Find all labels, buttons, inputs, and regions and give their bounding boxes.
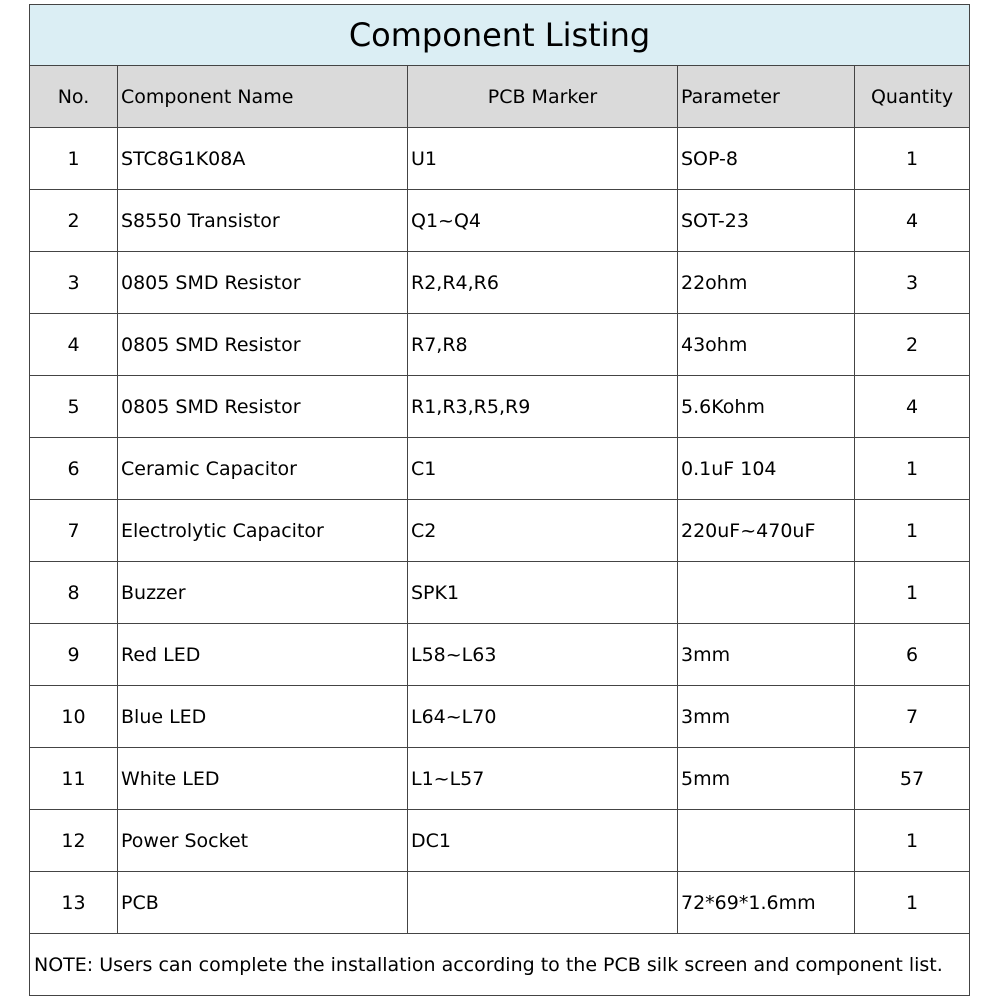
cell-parameter: SOT-23 bbox=[678, 190, 855, 252]
cell-component-name: Ceramic Capacitor bbox=[118, 438, 408, 500]
cell-parameter: 0.1uF 104 bbox=[678, 438, 855, 500]
component-listing-table bbox=[29, 4, 970, 996]
cell-component-name: STC8G1K08A bbox=[118, 128, 408, 190]
header-quantity: Quantity bbox=[855, 66, 970, 128]
cell-component-name: Power Socket bbox=[118, 810, 408, 872]
cell-pcb-marker: SPK1 bbox=[408, 562, 678, 624]
table-body bbox=[30, 128, 970, 996]
header-row bbox=[30, 66, 970, 128]
cell-no: 1 bbox=[30, 128, 118, 190]
cell-pcb-marker: U1 bbox=[408, 128, 678, 190]
table-row bbox=[30, 748, 970, 810]
table-row bbox=[30, 252, 970, 314]
cell-quantity: 3 bbox=[855, 252, 970, 314]
cell-component-name: Red LED bbox=[118, 624, 408, 686]
cell-no: 4 bbox=[30, 314, 118, 376]
header-pcb-marker: PCB Marker bbox=[408, 66, 678, 128]
cell-parameter: 72*69*1.6mm bbox=[678, 872, 855, 934]
cell-pcb-marker: L58~L63 bbox=[408, 624, 678, 686]
cell-quantity: 1 bbox=[855, 500, 970, 562]
cell-pcb-marker: R7,R8 bbox=[408, 314, 678, 376]
cell-pcb-marker: L64~L70 bbox=[408, 686, 678, 748]
cell-parameter: 3mm bbox=[678, 624, 855, 686]
cell-component-name: Electrolytic Capacitor bbox=[118, 500, 408, 562]
cell-quantity: 1 bbox=[855, 128, 970, 190]
cell-component-name: 0805 SMD Resistor bbox=[118, 314, 408, 376]
table-row bbox=[30, 562, 970, 624]
cell-no: 12 bbox=[30, 810, 118, 872]
cell-quantity: 2 bbox=[855, 314, 970, 376]
cell-component-name: Blue LED bbox=[118, 686, 408, 748]
table-row bbox=[30, 376, 970, 438]
header-no: No. bbox=[30, 66, 118, 128]
table-row bbox=[30, 128, 970, 190]
cell-quantity: 1 bbox=[855, 438, 970, 500]
cell-no: 2 bbox=[30, 190, 118, 252]
cell-parameter bbox=[678, 810, 855, 872]
note-text: NOTE: Users can complete the installation according to the PCB silk screen and component list. bbox=[30, 934, 970, 996]
table-row bbox=[30, 190, 970, 252]
cell-parameter: 43ohm bbox=[678, 314, 855, 376]
table-row bbox=[30, 810, 970, 872]
cell-parameter: 5.6Kohm bbox=[678, 376, 855, 438]
cell-quantity: 1 bbox=[855, 810, 970, 872]
cell-no: 13 bbox=[30, 872, 118, 934]
cell-parameter: 5mm bbox=[678, 748, 855, 810]
cell-pcb-marker: C2 bbox=[408, 500, 678, 562]
cell-quantity: 7 bbox=[855, 686, 970, 748]
cell-pcb-marker bbox=[408, 872, 678, 934]
cell-no: 5 bbox=[30, 376, 118, 438]
cell-quantity: 4 bbox=[855, 190, 970, 252]
cell-component-name: 0805 SMD Resistor bbox=[118, 252, 408, 314]
table-row bbox=[30, 686, 970, 748]
cell-no: 10 bbox=[30, 686, 118, 748]
cell-quantity: 1 bbox=[855, 562, 970, 624]
table-row bbox=[30, 872, 970, 934]
cell-parameter: 3mm bbox=[678, 686, 855, 748]
table-row bbox=[30, 624, 970, 686]
cell-no: 3 bbox=[30, 252, 118, 314]
cell-component-name: PCB bbox=[118, 872, 408, 934]
header-parameter: Parameter bbox=[678, 66, 855, 128]
header-component-name: Component Name bbox=[118, 66, 408, 128]
cell-quantity: 57 bbox=[855, 748, 970, 810]
cell-pcb-marker: Q1~Q4 bbox=[408, 190, 678, 252]
component-listing-table-wrap bbox=[29, 4, 969, 996]
cell-pcb-marker: DC1 bbox=[408, 810, 678, 872]
cell-pcb-marker: C1 bbox=[408, 438, 678, 500]
cell-no: 6 bbox=[30, 438, 118, 500]
cell-no: 7 bbox=[30, 500, 118, 562]
cell-parameter: SOP-8 bbox=[678, 128, 855, 190]
cell-parameter bbox=[678, 562, 855, 624]
table-row bbox=[30, 314, 970, 376]
cell-parameter: 220uF~470uF bbox=[678, 500, 855, 562]
cell-quantity: 1 bbox=[855, 872, 970, 934]
cell-component-name: Buzzer bbox=[118, 562, 408, 624]
cell-quantity: 6 bbox=[855, 624, 970, 686]
table-row bbox=[30, 438, 970, 500]
cell-no: 11 bbox=[30, 748, 118, 810]
cell-component-name: 0805 SMD Resistor bbox=[118, 376, 408, 438]
table-row bbox=[30, 500, 970, 562]
cell-pcb-marker: L1~L57 bbox=[408, 748, 678, 810]
cell-no: 9 bbox=[30, 624, 118, 686]
cell-parameter: 22ohm bbox=[678, 252, 855, 314]
cell-no: 8 bbox=[30, 562, 118, 624]
cell-quantity: 4 bbox=[855, 376, 970, 438]
cell-component-name: S8550 Transistor bbox=[118, 190, 408, 252]
cell-pcb-marker: R2,R4,R6 bbox=[408, 252, 678, 314]
cell-pcb-marker: R1,R3,R5,R9 bbox=[408, 376, 678, 438]
cell-component-name: White LED bbox=[118, 748, 408, 810]
table-title: Component Listing bbox=[30, 5, 970, 66]
